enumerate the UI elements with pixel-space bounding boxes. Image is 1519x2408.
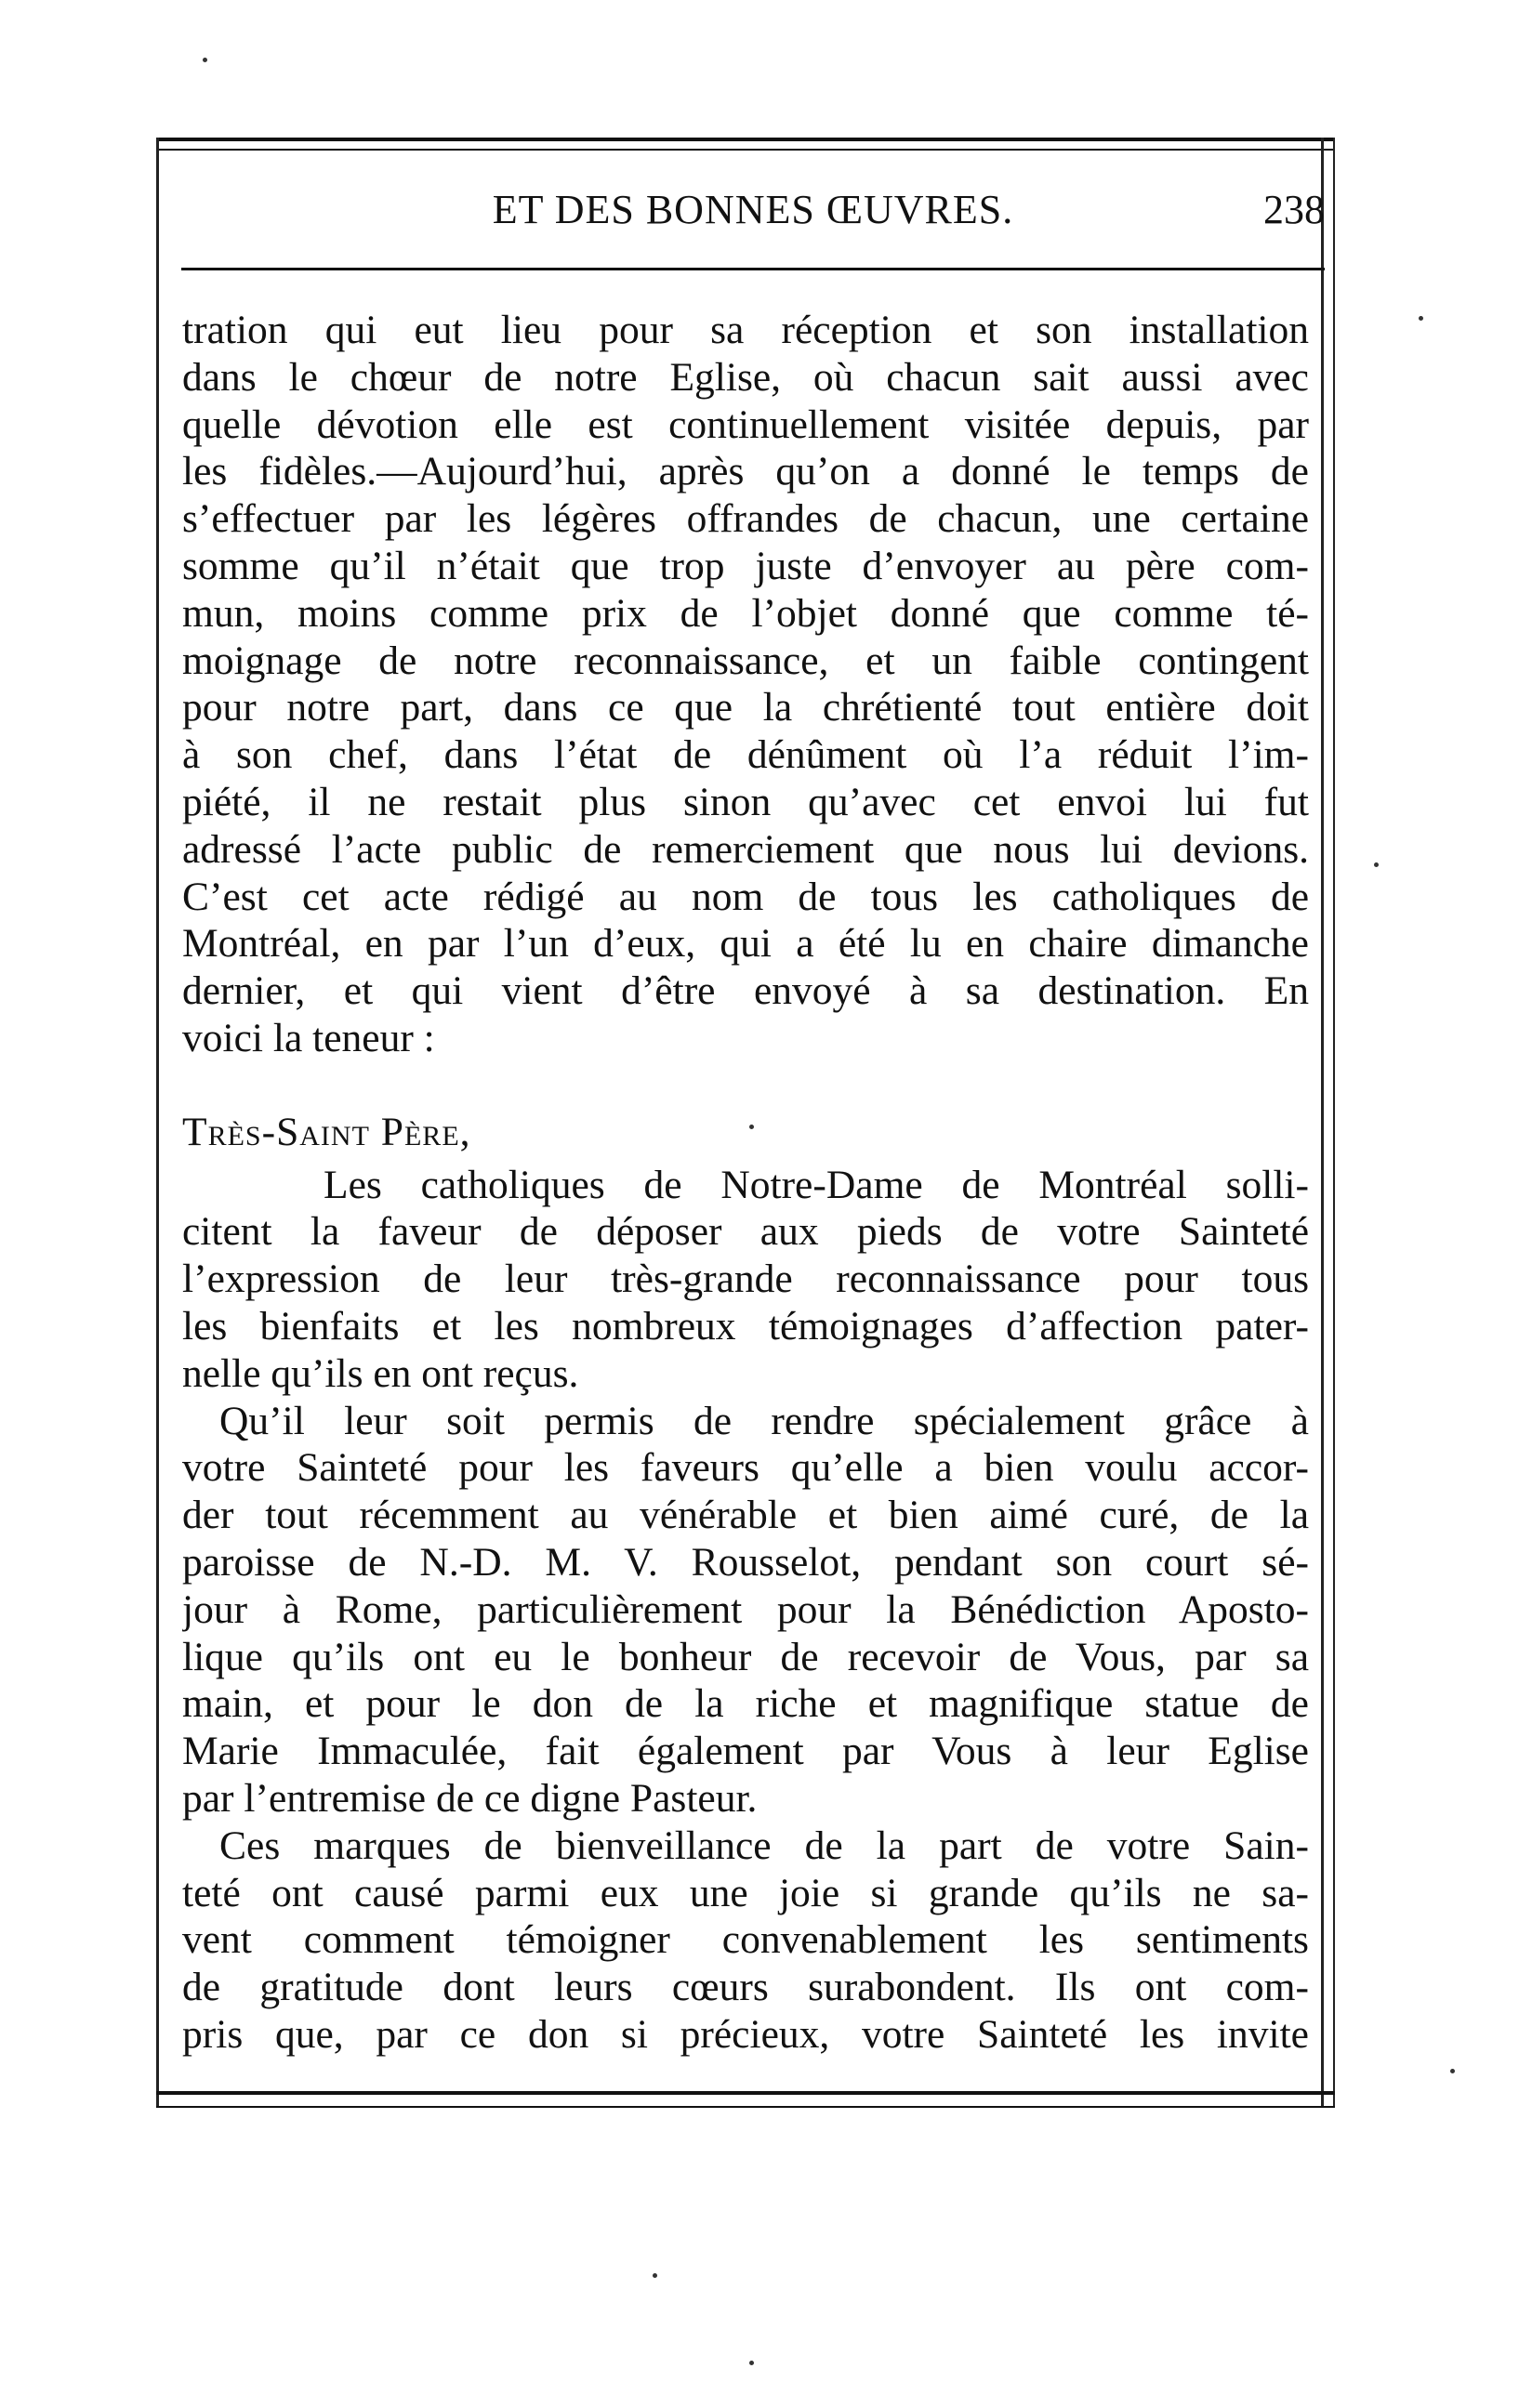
- text-line: par l’entremise de ce digne Pasteur.: [182, 1775, 758, 1821]
- text-line: Montréal, en par l’un d’eux, qui a été lu en chaire dimanche: [182, 921, 1309, 967]
- text-line: main, et pour le don de la riche et magnifique statue de: [182, 1681, 1309, 1727]
- running-title: ET DES BONNES ŒUVRES.: [492, 187, 1014, 232]
- running-header: [181, 186, 1325, 242]
- text-line: jour à Rome, particulièrement pour la Bénédiction Aposto-: [182, 1586, 1309, 1632]
- paragraph-1: [182, 307, 1309, 1062]
- paragraph-4: [182, 1822, 1309, 2059]
- bottom-double-rule: [156, 2091, 1335, 2095]
- top-double-rule: [156, 138, 1335, 141]
- paragraph-3: [182, 1398, 1309, 1822]
- text-line: l’expression de leur très-grande reconnaissance pour tous: [182, 1257, 1309, 1302]
- text-line: dans le chœur de notre Eglise, où chacun sait aussi avec: [182, 354, 1309, 400]
- text-line: lique qu’ils ont eu le bonheur de recevoir de Vous, par sa: [182, 1634, 1309, 1679]
- text-line: votre Sainteté pour les faveurs qu’elle a bien voulu accor-: [182, 1445, 1309, 1491]
- left-border-line: [156, 138, 159, 2108]
- text-line: à son chef, dans l’état de dénûment où l’a réduit l’im-: [182, 732, 1309, 778]
- text-line: quelle dévotion elle est continuellement visitée depuis, par: [182, 401, 1309, 447]
- header-rule: [181, 268, 1325, 270]
- right-border-line-inner: [1321, 138, 1324, 2108]
- text-line: teté ont causé parmi eux une joie si grande qu’ils ne sa-: [182, 1870, 1309, 1915]
- text-line: Les catholiques de Notre-Dame de Montréal solli-: [324, 1162, 1309, 1207]
- text-line: dernier, et qui vient d’être envoyé à sa destination. En: [182, 968, 1309, 1014]
- print-speck: [749, 2361, 754, 2365]
- text-line: voici la teneur :: [182, 1015, 435, 1060]
- text-line: Qu’il leur soit permis de rendre spécialement grâce à: [219, 1398, 1309, 1443]
- text-line: der tout récemment au vénérable et bien aimé curé, de la: [182, 1493, 1309, 1538]
- text-line: piété, il ne restait plus sinon qu’avec cet envoi lui fut: [182, 779, 1309, 824]
- top-double-rule-inner: [156, 149, 1335, 151]
- text-line: pris que, par ce don si précieux, votre Sainteté les invite: [182, 2011, 1309, 2057]
- page-body: [182, 307, 1309, 2059]
- print-speck: [1419, 316, 1423, 321]
- text-line: somme qu’il n’était que trop juste d’envoyer au père com-: [182, 543, 1309, 588]
- text-line: Marie Immaculée, fait également par Vous à leur Eglise: [182, 1729, 1309, 1774]
- text-line: les bienfaits et les nombreux témoignages d’affection pater-: [182, 1303, 1309, 1349]
- text-line: Ces marques de bienveillance de la part de votre Sain-: [219, 1822, 1309, 1868]
- print-speck: [1374, 862, 1379, 867]
- print-speck: [749, 1125, 754, 1129]
- paragraph-2: [182, 1162, 1309, 1398]
- text-line: citent la faveur de déposer aux pieds de votre Sainteté: [182, 1209, 1309, 1255]
- text-line: paroisse de N.-D. M. V. Rousselot, pendant son court sé-: [182, 1539, 1309, 1585]
- text-line: les fidèles.—Aujourd’hui, après qu’on a donné le temps de: [182, 449, 1309, 494]
- print-speck: [1450, 2069, 1455, 2073]
- text-line: C’est cet acte rédigé au nom de tous les catholiques de: [182, 874, 1309, 919]
- text-line: nelle qu’ils en ont reçus.: [182, 1350, 579, 1396]
- print-speck: [203, 58, 207, 62]
- print-speck: [653, 2273, 657, 2278]
- right-border-line-outer: [1333, 138, 1335, 2108]
- text-line: moignage de notre reconnaissance, et un faible contingent: [182, 638, 1309, 683]
- text-line: pour notre part, dans ce que la chrétienté tout entière doit: [182, 685, 1309, 730]
- salutation: Très-Saint Père,: [182, 1109, 471, 1154]
- text-line: adressé l’acte public de remerciement que nous lui devions.: [182, 826, 1309, 872]
- text-line: s’effectuer par les légères offrandes de chacun, une certaine: [182, 496, 1309, 542]
- page-number: 238: [1263, 187, 1325, 232]
- text-line: tration qui eut lieu pour sa réception et son installation: [182, 308, 1309, 352]
- text-line: de gratitude dont leurs cœurs surabondent. Ils ont com-: [182, 1965, 1309, 2010]
- text-line: vent comment témoigner convenablement les sentiments: [182, 1917, 1309, 1963]
- bottom-double-rule-outer: [156, 2106, 1335, 2108]
- text-line: mun, moins comme prix de l’objet donné que comme té-: [182, 590, 1309, 636]
